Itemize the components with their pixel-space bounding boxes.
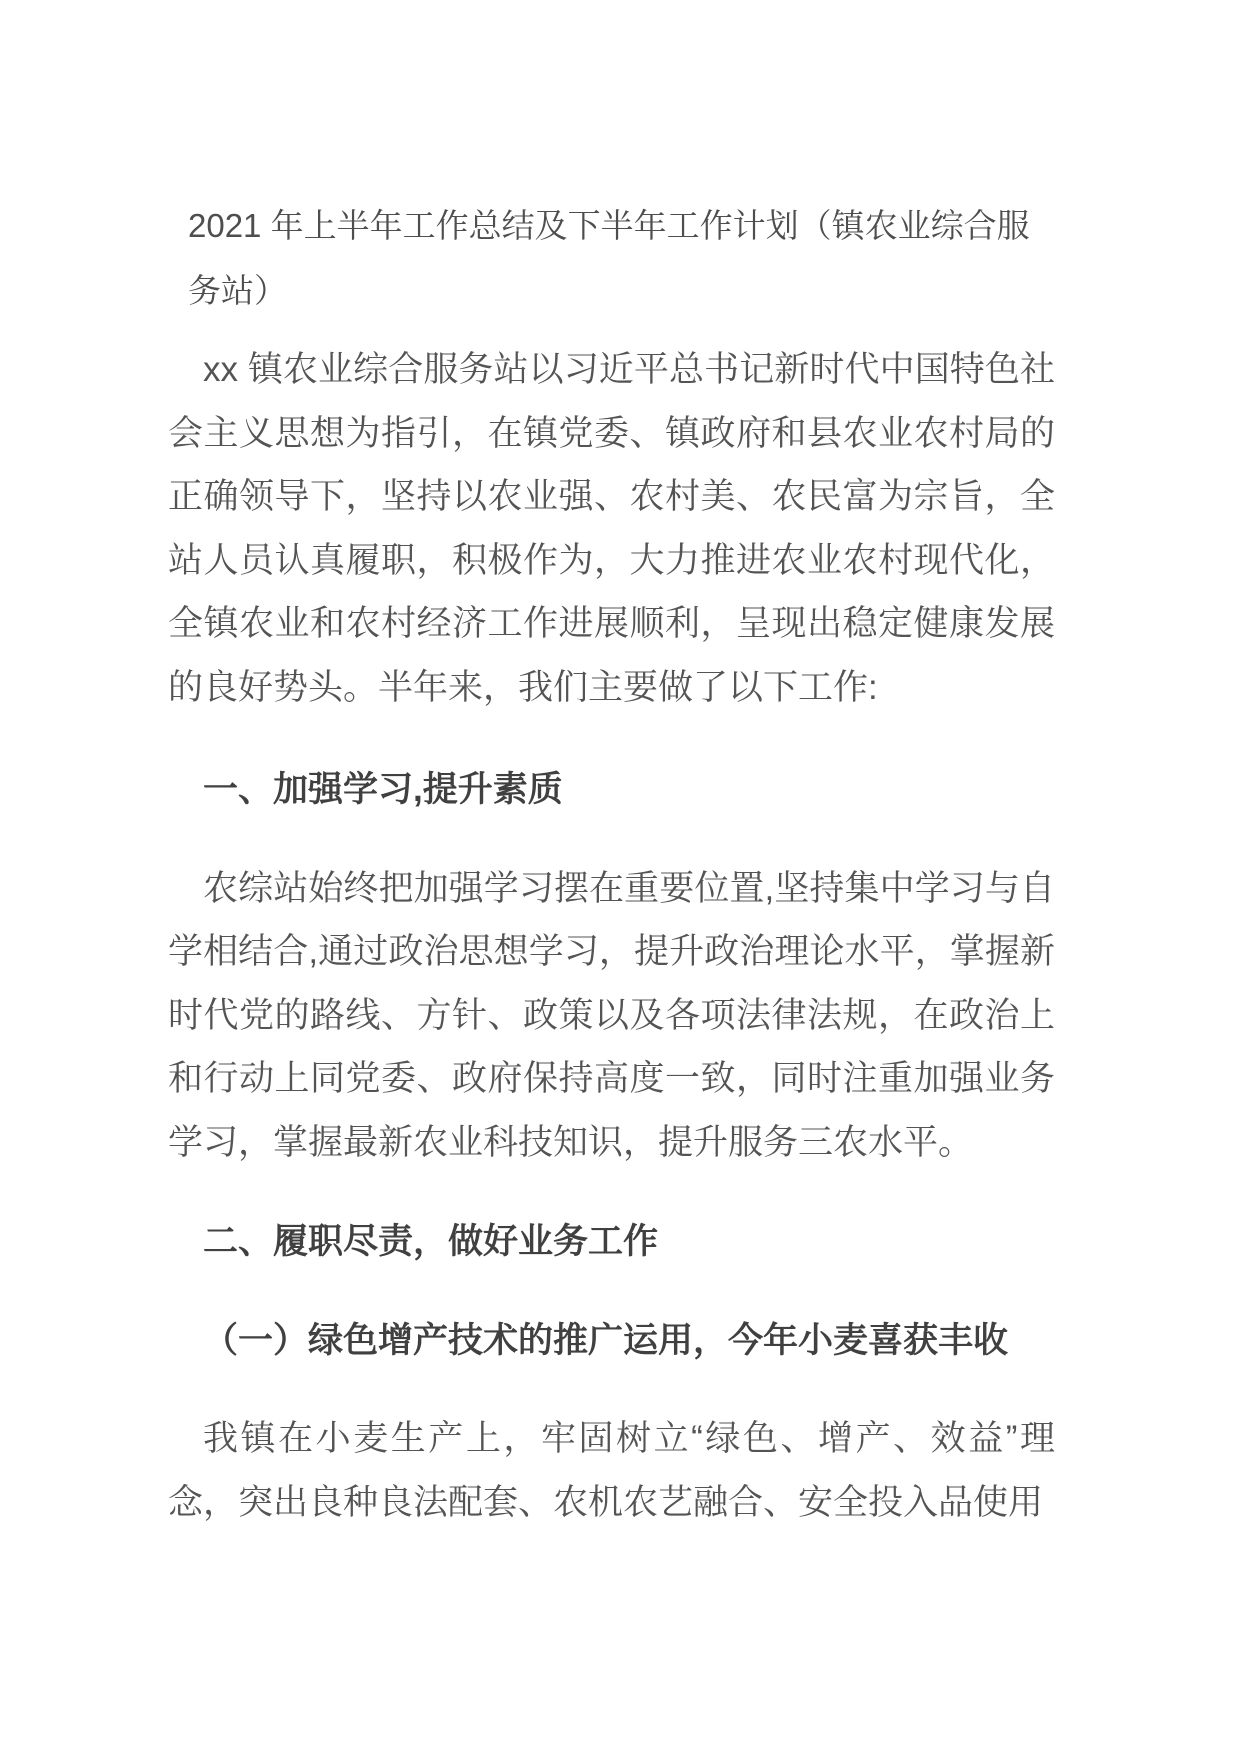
section-2-paragraph: 我镇在小麦生产上，牢固树立“绿色、增产、效益”理念，突出良种良法配套、农机农艺融合、安全投入品使用 [168, 1419, 1055, 1522]
section-2-sub-heading: （一）绿色增产技术的推广运用，今年小麦喜获丰收 [203, 1320, 1009, 1360]
section-1-heading: 一、加强学习,提升素质 [203, 770, 563, 809]
section-2-heading: 二、履职尽责，做好业务工作 [203, 1222, 659, 1261]
section-1-paragraph: 农综站始终把加强学习摆在重要位置,坚持集中学习与自学相结合,通过政治思想学习，提升政治理论水平，掌握新时代党的路线、方针、政策以及各项法律法规，在政治上和行动上同党委、政府保持高度一致，同时注重加强业务学习，掌握最新农业科技知识，提升服务三农水平。 [168, 868, 1055, 1162]
intro-paragraph: xx 镇农业综合服务站以习近平总书记新时代中国特色社会主义思想为指引，在镇党委、镇政府和县农业农村局的正确领导下，坚持以农业强、农村美、农民富为宗旨，全站人员认真履职，积极作为，大力推进农业农村现代化，全镇农业和农村经济工作进展顺利，呈现出稳定健康发展的良好势头。半年来，我们主要做了以下工作: [168, 350, 1055, 707]
document-body [168, 193, 1055, 1534]
doc-title: 2021 年上半年工作总结及下半年工作计划（镇农业综合服务站） [188, 207, 1030, 309]
